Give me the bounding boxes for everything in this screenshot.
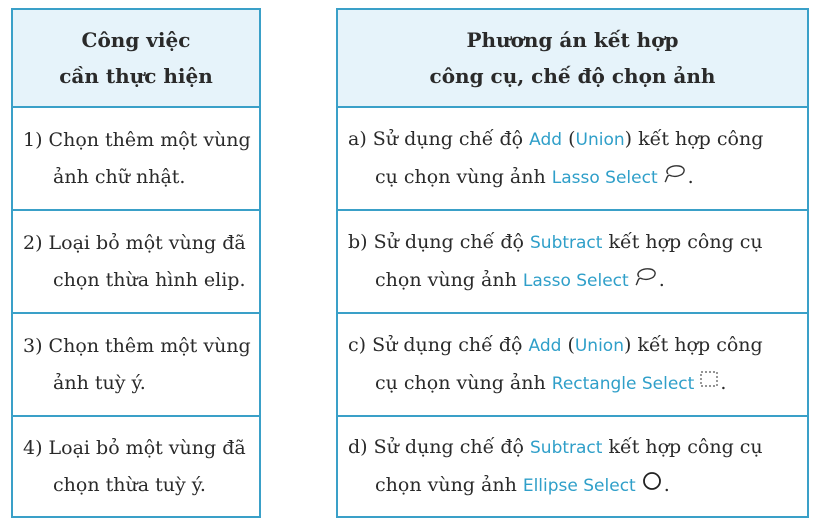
task-2-line1: 2) Loại bỏ một vùng đã [23, 231, 246, 254]
option-row-c [338, 312, 807, 415]
tasks-column [11, 8, 261, 518]
option-a-line1 [348, 121, 763, 159]
lasso-icon [633, 262, 659, 299]
option-row-d [338, 415, 807, 518]
task-row-2 [13, 209, 259, 312]
tasks-header [13, 8, 259, 106]
options-header [338, 8, 807, 106]
option-b-prefix: b) Sử dụng chế độ [348, 230, 530, 253]
option-d-mode: Subtract [530, 437, 603, 458]
option-c-line2 [348, 365, 763, 403]
option-b-line2 [348, 262, 763, 300]
task-4-line1: 4) Loại bỏ một vùng đã [23, 436, 246, 459]
option-c-mode: Add [528, 335, 562, 356]
option-b-end: . [658, 268, 665, 291]
options-header-line2: công cụ, chế độ chọn ảnh [429, 64, 716, 88]
task-3-line1: 3) Chọn thêm một vùng [23, 334, 251, 357]
option-d-line1 [348, 429, 763, 467]
option-a-line2 [348, 159, 763, 197]
options-column [336, 8, 809, 518]
option-d-suffix: kết hợp công cụ [602, 435, 763, 458]
option-row-a [338, 106, 807, 209]
option-c-line1 [348, 327, 763, 365]
option-d-tool: Ellipse Select [522, 475, 636, 496]
option-c-prefix: c) Sử dụng chế độ [348, 333, 529, 356]
task-3-line2: ảnh tuỳ ý. [53, 371, 146, 394]
option-c-mode-alt: Union [574, 335, 624, 356]
task-4-line2: chọn thừa tuỳ ý. [53, 473, 206, 496]
task-2-line2: chọn thừa hình elip. [53, 268, 246, 291]
ellipse-select-icon [640, 467, 664, 504]
option-a-tool: Lasso Select [551, 167, 658, 188]
option-a-mode: Add [529, 129, 563, 150]
option-a-paren-open: ( [562, 127, 576, 150]
option-c-end: . [720, 371, 727, 394]
option-d-line2 [348, 467, 763, 505]
task-row-1 [13, 106, 259, 209]
tasks-header-line2: cần thực hiện [59, 64, 213, 88]
option-d-end: . [663, 473, 670, 496]
option-c-paren-open: ( [561, 333, 575, 356]
option-b-suffix: kết hợp công cụ [602, 230, 763, 253]
option-a-line2-prefix: cụ chọn vùng ảnh [375, 165, 552, 188]
option-b-line2-prefix: chọn vùng ảnh [375, 268, 523, 291]
lasso-icon [662, 159, 688, 196]
option-b-mode: Subtract [530, 232, 603, 253]
option-c-line2-prefix: cụ chọn vùng ảnh [375, 371, 552, 394]
option-a-suffix: kết hợp công [632, 127, 764, 150]
option-a-mode-alt: Union [575, 129, 625, 150]
options-header-line1: Phương án kết hợp [466, 28, 679, 52]
option-row-b [338, 209, 807, 312]
task-row-4 [13, 415, 259, 518]
option-c-paren-close: ) [623, 333, 632, 356]
task-row-3 [13, 312, 259, 415]
option-a-end: . [687, 165, 694, 188]
option-a-prefix: a) Sử dụng chế độ [348, 127, 530, 150]
option-c-tool: Rectangle Select [551, 373, 695, 394]
task-1-line1: 1) Chọn thêm một vùng [23, 128, 251, 151]
option-d-prefix: d) Sử dụng chế độ [348, 435, 530, 458]
tasks-header-line1: Công việc [81, 28, 191, 52]
option-c-suffix: kết hợp công [631, 333, 763, 356]
option-d-line2-prefix: chọn vùng ảnh [375, 473, 523, 496]
option-a-paren-close: ) [624, 127, 633, 150]
task-1-line2: ảnh chữ nhật. [53, 165, 186, 188]
option-b-line1 [348, 224, 763, 262]
option-b-tool: Lasso Select [522, 270, 629, 291]
rectangle-select-icon [698, 365, 720, 402]
